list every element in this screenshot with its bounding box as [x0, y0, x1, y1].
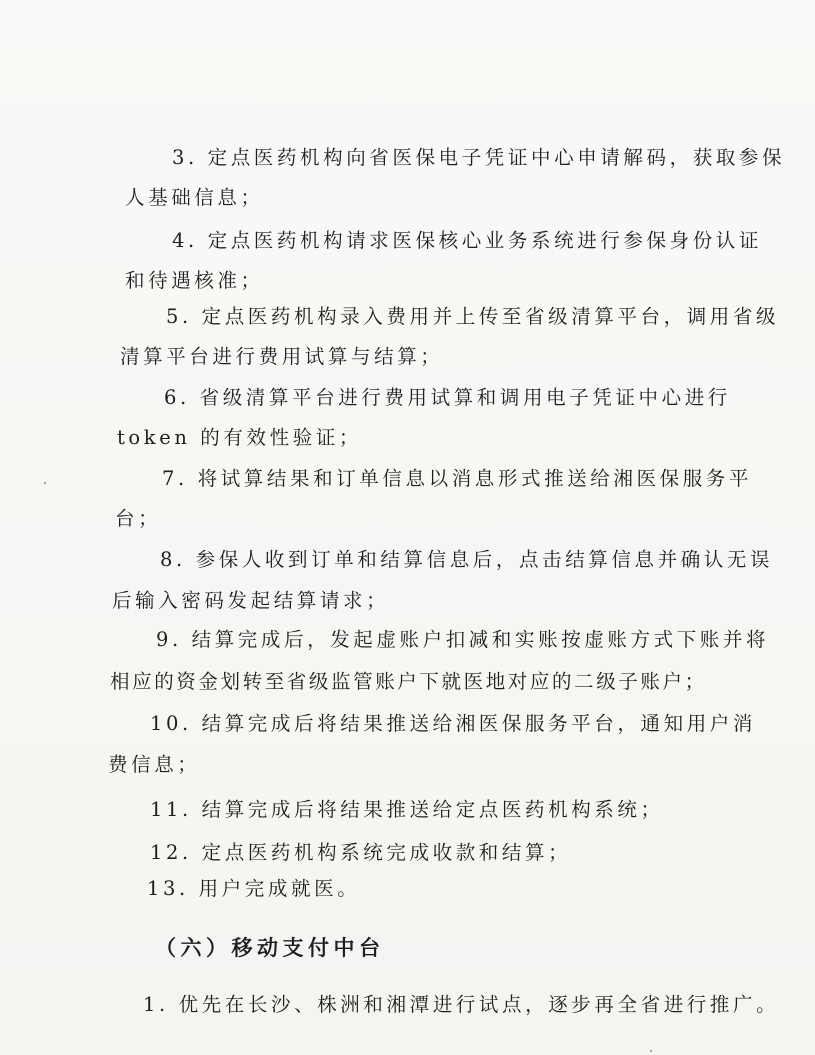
item-7-line-1: 7. 将试算结果和订单信息以消息形式推送给湘医保服务平 [162, 467, 753, 490]
item-6-line-1: 6. 省级清算平台进行费用试算和调用电子凭证中心进行 [164, 386, 731, 409]
item-12-line-1: 12. 定点医药机构系统完成收款和结算； [150, 841, 572, 864]
section-item-1-line-1: 1. 优先在长沙、株洲和湘潭进行试点，逐步再全省进行推广。 [143, 993, 780, 1016]
item-10-line-2: 费信息； [108, 753, 201, 776]
item-4-line-2: 和待遇核准； [125, 269, 264, 292]
item-11-line-1: 11. 结算完成后将结果推送给定点医药机构系统； [150, 798, 664, 821]
item-7-line-2: 台； [115, 507, 162, 530]
scan-speck [650, 1050, 652, 1052]
scan-speck [44, 482, 46, 484]
item-3-line-1: 3. 定点医药机构向省医保电子凭证中心申请解码，获取参保 [172, 146, 786, 169]
item-3-line-2: 人基础信息； [125, 186, 264, 209]
item-9-line-1: 9. 结算完成后，发起虚账户扣减和实账按虚账方式下账并将 [156, 628, 770, 651]
item-4-line-1: 4. 定点医药机构请求医保核心业务系统进行参保身份认证 [172, 229, 763, 252]
item-5-line-1: 5. 定点医药机构录入费用并上传至省级清算平台，调用省级 [166, 305, 780, 328]
item-10-line-1: 10. 结算完成后将结果推送给湘医保服务平台，通知用户消 [150, 712, 757, 735]
item-13-line-1: 13. 用户完成就医。 [147, 877, 361, 900]
section-heading: （六）移动支付中台 [155, 936, 385, 960]
item-8-line-1: 8. 参保人收到订单和结算信息后，点击结算信息并确认无误 [160, 548, 774, 571]
item-5-line-2: 清算平台进行费用试算与结算； [120, 345, 444, 368]
item-8-line-2: 后输入密码发起结算请求； [112, 589, 390, 612]
item-9-line-2: 相应的资金划转至省级监管账户下就医地对应的二级子账户； [110, 670, 707, 693]
item-6-line-2: token 的有效性验证； [117, 426, 362, 449]
